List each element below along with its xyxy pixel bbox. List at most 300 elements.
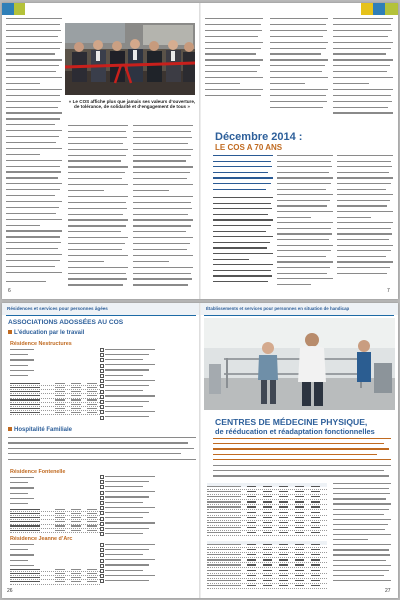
table-cell-line <box>55 577 65 578</box>
list-line <box>105 476 155 477</box>
text-line <box>333 488 389 489</box>
table-cell-line <box>279 554 288 555</box>
text-line <box>68 143 123 144</box>
text-line <box>6 189 60 190</box>
text-line <box>213 208 272 209</box>
label-line <box>10 565 34 566</box>
table-cell-line <box>247 580 256 581</box>
text-line <box>213 236 273 237</box>
table-cell-line <box>295 570 304 571</box>
checkbox-icon <box>100 348 104 352</box>
text-line <box>6 254 62 255</box>
text-line <box>213 231 266 232</box>
checkbox-icon <box>100 491 104 495</box>
text-line <box>270 101 327 102</box>
table-cell-line <box>247 585 256 586</box>
text-line <box>205 24 261 25</box>
table-cell-line <box>311 496 320 497</box>
table-cell-line <box>247 554 256 555</box>
table-cell-line <box>247 491 256 492</box>
text-line <box>133 149 193 150</box>
checkbox-icon <box>100 559 104 563</box>
text-line <box>277 183 331 184</box>
text-line <box>270 48 326 49</box>
table-cell-line <box>55 521 65 522</box>
table-cell-line <box>263 496 272 497</box>
text-line <box>277 245 333 246</box>
list-line <box>105 502 143 503</box>
text-line <box>68 278 127 279</box>
table-rule <box>207 494 327 495</box>
checkbox-icon <box>100 410 104 414</box>
list-line <box>105 517 143 518</box>
text-line <box>133 284 188 285</box>
text-line <box>213 166 272 167</box>
table-cell-line <box>207 486 241 487</box>
label-line <box>10 482 28 483</box>
text-line <box>133 225 191 226</box>
table-rule <box>207 499 327 500</box>
text-line <box>68 172 125 173</box>
text-line <box>6 201 62 202</box>
centres-title <box>215 417 375 436</box>
table-cell-line <box>295 506 304 507</box>
text-line <box>213 242 270 243</box>
table-rule <box>207 552 327 553</box>
checkbox-icon <box>100 390 104 394</box>
text-line <box>133 219 193 220</box>
text-line <box>68 190 104 191</box>
text-line <box>6 219 62 220</box>
checkbox-icon <box>100 364 104 368</box>
text-line <box>6 183 62 184</box>
spread-pages-6-7 <box>2 3 398 299</box>
text-line <box>133 172 190 173</box>
table-rule <box>207 562 327 563</box>
list-line <box>105 570 143 571</box>
table-cell-line <box>71 395 81 396</box>
text-line <box>68 184 128 185</box>
text-line <box>6 195 55 196</box>
text-line <box>277 256 326 257</box>
checkbox-icon <box>100 400 104 404</box>
text-line <box>337 200 390 201</box>
text-line <box>6 118 60 119</box>
table-cell-line <box>207 544 241 545</box>
table-cell-line <box>247 549 256 550</box>
table-cell-line <box>263 544 272 545</box>
text-line <box>337 211 393 212</box>
text-line <box>68 137 127 138</box>
text-line <box>333 59 393 60</box>
table-cell-line <box>71 408 81 409</box>
text-line <box>270 24 326 25</box>
text-line <box>133 202 191 203</box>
table-cell-line <box>87 404 97 405</box>
table-cell-line <box>10 581 40 582</box>
header-rule <box>6 315 196 316</box>
table-cell-line <box>295 564 304 565</box>
table-cell-line <box>87 530 97 531</box>
checkbox-icon <box>100 548 104 552</box>
text-line <box>205 89 263 90</box>
anniversary-heading: Décembre 2014 : LE COS A 70 ANS <box>215 131 303 152</box>
table-cell-line <box>10 408 40 409</box>
text-line <box>205 36 258 37</box>
table-cell-line <box>311 506 320 507</box>
text-line <box>337 239 389 240</box>
page-number: 6 <box>8 288 11 294</box>
table-cell-line <box>295 512 304 513</box>
table-cell-line <box>311 559 320 560</box>
text-line <box>337 256 386 257</box>
list-line <box>105 512 149 513</box>
table-cell-line <box>311 491 320 492</box>
table-cell-line <box>71 383 81 384</box>
table-cell-line <box>279 517 288 518</box>
text-line <box>337 222 393 223</box>
checkbox-icon <box>100 379 104 383</box>
label-line <box>10 477 34 478</box>
text-line <box>213 454 377 455</box>
text-line <box>6 207 59 208</box>
residence-title-1: Résidence Nestructures <box>10 341 72 347</box>
table-cell-line <box>71 391 81 392</box>
list-line <box>105 554 143 555</box>
checkbox-icon <box>100 532 104 536</box>
list-line <box>105 390 143 391</box>
centres-title-line-1: CENTRES DE MÉDECINE PHYSIQUE, <box>215 417 368 427</box>
text-line <box>337 273 387 274</box>
text-line <box>6 53 55 54</box>
table-cell-line <box>71 517 81 518</box>
table-cell-line <box>311 512 320 513</box>
text-line <box>337 228 391 229</box>
table-cell-line <box>55 573 65 574</box>
table-rule <box>207 588 327 589</box>
table-cell-line <box>279 501 288 502</box>
text-line <box>133 131 191 132</box>
checkbox-icon <box>100 553 104 557</box>
text-line <box>337 267 390 268</box>
table-cell-line <box>207 575 241 576</box>
text-line <box>337 161 391 162</box>
table-cell-line <box>87 525 97 526</box>
text-line <box>333 483 391 484</box>
text-line <box>133 155 191 156</box>
text-line <box>6 281 46 282</box>
table-rule <box>207 489 327 490</box>
table-cell-line <box>247 517 256 518</box>
table-cell-line <box>295 559 304 560</box>
text-line <box>333 529 385 530</box>
corner-blue-block <box>373 3 385 15</box>
text-line <box>213 247 267 248</box>
label-line <box>10 544 34 545</box>
text-line <box>133 231 186 232</box>
table-cell-line <box>10 569 40 570</box>
list-line <box>105 359 143 360</box>
page-header: Résidences et services pour personnes âgées <box>7 306 108 311</box>
bullet-icon <box>8 330 12 334</box>
table-cell-line <box>247 564 256 565</box>
text-line <box>277 261 333 262</box>
list-line <box>105 375 143 376</box>
table-cell-line <box>207 527 241 528</box>
table-cell-line <box>87 387 97 388</box>
page-26 <box>2 303 199 598</box>
checkbox-icon <box>100 501 104 505</box>
label-line <box>10 498 34 499</box>
table-cell-line <box>263 522 272 523</box>
text-line <box>277 177 333 178</box>
checkbox-icon <box>100 579 104 583</box>
text-line <box>68 155 126 156</box>
text-line <box>205 53 256 54</box>
text-line <box>133 237 193 238</box>
text-line <box>333 83 369 84</box>
table-cell-line <box>279 564 288 565</box>
text-line <box>6 248 58 249</box>
list-line <box>105 385 149 386</box>
table-cell-line <box>10 399 40 400</box>
header-rule <box>204 315 394 316</box>
table-rule <box>207 509 327 510</box>
text-line <box>333 95 391 96</box>
text-line <box>337 177 393 178</box>
page-6 <box>2 3 199 299</box>
table-cell-line <box>10 530 40 531</box>
text-line <box>270 71 322 72</box>
table-cell-line <box>295 491 304 492</box>
page-27 <box>201 303 398 598</box>
table-cell-line <box>247 501 256 502</box>
text-line <box>6 42 62 43</box>
text-line <box>133 184 193 185</box>
text-line <box>333 53 386 54</box>
table-cell-line <box>207 564 241 565</box>
text-line <box>337 183 391 184</box>
text-line <box>133 137 192 138</box>
text-line <box>213 264 273 265</box>
text-line <box>333 18 393 19</box>
checkbox-icon <box>100 522 104 526</box>
label-line <box>10 354 28 355</box>
list-line <box>105 496 149 497</box>
text-line <box>205 65 260 66</box>
text-line <box>213 197 273 198</box>
text-line <box>270 59 328 60</box>
text-line <box>270 36 323 37</box>
text-line <box>133 125 193 126</box>
text-line <box>133 261 169 262</box>
text-line <box>277 172 329 173</box>
table-cell-line <box>295 580 304 581</box>
table-cell-line <box>311 554 320 555</box>
list-line <box>105 349 155 350</box>
subsection-education <box>8 330 84 336</box>
corner-green-block <box>14 3 25 15</box>
checkbox-icon <box>100 475 104 479</box>
table-cell-line <box>247 527 256 528</box>
text-line <box>337 217 371 218</box>
page-7 <box>201 3 398 299</box>
checkbox-icon <box>100 506 104 510</box>
text-line <box>6 148 62 149</box>
text-line <box>333 514 384 515</box>
text-line <box>213 438 391 439</box>
table-cell-line <box>10 509 40 510</box>
text-line <box>333 565 391 566</box>
text-line <box>133 255 193 256</box>
page-number: 7 <box>387 288 390 294</box>
checkbox-icon <box>100 574 104 578</box>
text-line <box>205 83 240 84</box>
text-line <box>333 544 391 545</box>
checkbox-icon <box>100 480 104 484</box>
table-cell-line <box>71 387 81 388</box>
list-line <box>105 380 155 381</box>
text-line <box>333 570 389 571</box>
pull-quote: « Le COS affiche plus que jamais ses valeurs d’ouverture, de tolérance, de solidarité et d’engagement de tous » <box>68 99 196 110</box>
text-line <box>270 95 326 96</box>
table-cell-line <box>295 585 304 586</box>
text-line <box>68 225 126 226</box>
text-line <box>205 18 263 19</box>
table-cell-line <box>263 517 272 518</box>
text-line <box>333 107 388 108</box>
text-line <box>277 267 330 268</box>
text-line <box>6 154 40 155</box>
text-line <box>333 554 390 555</box>
table-cell-line <box>207 580 241 581</box>
text-line <box>213 465 391 466</box>
text-line <box>68 249 122 250</box>
text-line <box>333 539 368 540</box>
text-line <box>68 131 126 132</box>
checkbox-icon <box>100 564 104 568</box>
table-cell-line <box>71 521 81 522</box>
table-cell-line <box>10 573 40 574</box>
table-cell-line <box>207 559 241 560</box>
text-line <box>6 65 59 66</box>
table-rule <box>10 532 100 533</box>
text-line <box>277 273 327 274</box>
checkbox-icon <box>100 358 104 362</box>
table-cell-line <box>263 527 272 528</box>
table-cell-line <box>71 573 81 574</box>
table-cell-line <box>247 532 256 533</box>
text-line <box>133 249 187 250</box>
label-line <box>10 370 34 371</box>
table-rule <box>207 535 327 536</box>
label-line <box>10 365 28 366</box>
table-cell-line <box>295 527 304 528</box>
text-line <box>6 36 58 37</box>
table-cell-line <box>10 383 40 384</box>
text-line <box>6 242 61 243</box>
table-cell-line <box>263 564 272 565</box>
text-line <box>6 112 62 113</box>
checkbox-icon <box>100 369 104 373</box>
text-line <box>68 284 123 285</box>
table-rule <box>207 547 327 548</box>
table-cell-line <box>87 391 97 392</box>
text-line <box>277 166 332 167</box>
text-line <box>270 18 328 19</box>
text-line <box>277 284 311 285</box>
text-line <box>68 237 128 238</box>
table-cell-line <box>10 395 40 396</box>
text-line <box>337 155 393 156</box>
table-rule <box>207 515 327 516</box>
text-line <box>213 183 271 184</box>
table-cell-line <box>87 412 97 413</box>
table-cell-line <box>263 491 272 492</box>
table-cell-line <box>71 404 81 405</box>
text-line <box>68 208 127 209</box>
text-line <box>337 194 393 195</box>
table-cell-line <box>55 530 65 531</box>
table-cell-line <box>87 577 97 578</box>
table-cell-line <box>263 575 272 576</box>
table-cell-line <box>279 522 288 523</box>
list-line <box>105 564 149 565</box>
table-cell-line <box>71 509 81 510</box>
text-line <box>6 142 56 143</box>
subsection-label: L’éducation par le travail <box>14 330 85 336</box>
text-line <box>277 228 331 229</box>
table-cell-line <box>263 501 272 502</box>
text-line <box>337 189 386 190</box>
table-cell-line <box>55 395 65 396</box>
table-cell-line <box>295 496 304 497</box>
checkbox-icon <box>100 569 104 573</box>
table-cell-line <box>279 559 288 560</box>
table-cell-line <box>279 580 288 581</box>
text-line <box>68 243 125 244</box>
text-line <box>277 205 327 206</box>
text-line <box>6 171 61 172</box>
table-cell-line <box>311 486 320 487</box>
table-cell-line <box>311 522 320 523</box>
table-cell-line <box>71 569 81 570</box>
table-cell-line <box>263 554 272 555</box>
corner-yellow-block <box>361 3 373 15</box>
page-number: 26 <box>7 588 13 594</box>
text-line <box>213 470 384 471</box>
text-line <box>205 48 261 49</box>
list-line <box>105 364 155 365</box>
text-line <box>270 42 328 43</box>
text-line <box>68 214 123 215</box>
text-line <box>6 71 56 72</box>
text-line <box>6 230 62 231</box>
corner-blue-block <box>2 3 14 15</box>
section-title: ASSOCIATIONS ADOSSÉES AU COS <box>8 319 124 326</box>
table-cell-line <box>71 525 81 526</box>
text-line <box>133 190 169 191</box>
table-cell-line <box>207 570 241 571</box>
table-cell-line <box>55 525 65 526</box>
label-line <box>10 493 28 494</box>
table-rule <box>10 584 100 585</box>
table-cell-line <box>207 512 241 513</box>
list-line <box>105 416 149 417</box>
checkbox-icon <box>100 384 104 388</box>
table-cell-line <box>10 404 40 405</box>
table-cell-line <box>311 517 320 518</box>
